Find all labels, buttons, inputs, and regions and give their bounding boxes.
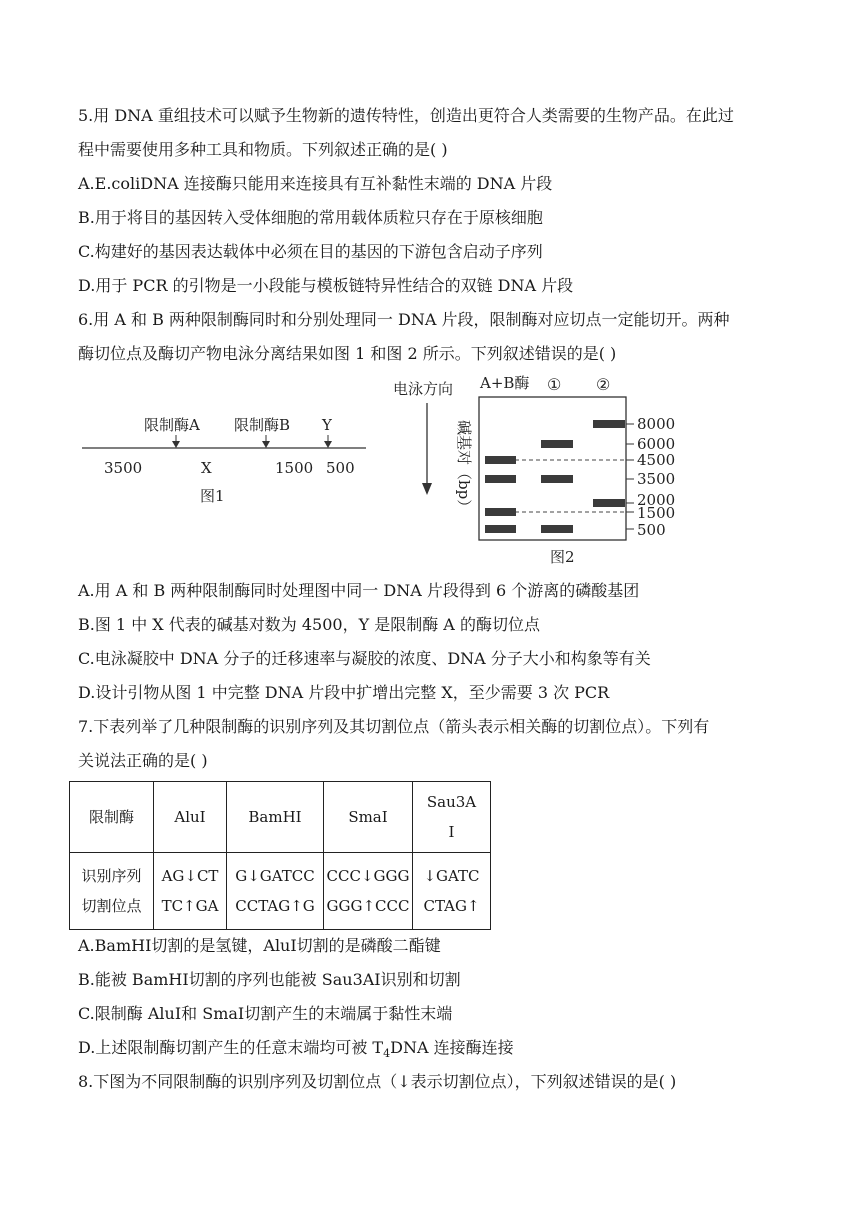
y-site-arrow <box>324 441 332 448</box>
table-row <box>70 853 491 930</box>
q5-stem-line1: 5.用 DNA 重组技术可以赋予生物新的遗传特性，创造出更符合人类需要的生物产品。在此过 <box>78 106 734 125</box>
marker-500: 500 <box>637 521 666 539</box>
enzyme-b-arrow <box>262 441 270 448</box>
segment-3500: 3500 <box>104 459 143 477</box>
sau3a-sequence: ↓GATC CTAG↑ <box>413 853 491 930</box>
marker-4500: 4500 <box>637 451 676 469</box>
header-alu: AluⅠ <box>154 782 227 853</box>
q7-option-b: B.能被 BamHⅠ切割的序列也能被 Sau3AⅠ识别和切割 <box>78 970 461 989</box>
q6-option-d: D.设计引物从图 1 中完整 DNA 片段中扩增出完整 X，至少需要 3 次 PCR <box>78 683 610 702</box>
q6-option-c: C.电泳凝胶中 DNA 分子的迁移速率与凝胶的浓度、DNA 分子大小和构象等有关 <box>78 649 651 668</box>
figure-1-restriction-map <box>70 405 370 515</box>
header-sau3a: Sau3A Ⅰ <box>413 782 491 853</box>
y-site-label: Y <box>322 416 332 434</box>
header-bamh: BamHⅠ <box>227 782 324 853</box>
q8-stem: 8.下图为不同限制酶的识别序列及切割位点（↓表示切割位点），下列叙述错误的是( ) <box>78 1072 677 1091</box>
q5-option-c: C.构建好的基因表达载体中必须在目的基因的下游包含启动子序列 <box>78 242 543 261</box>
header-sma: SmaⅠ <box>324 782 413 853</box>
q6-option-b: B.图 1 中 X 代表的碱基对数为 4500，Y 是限制酶 A 的酶切位点 <box>78 615 540 634</box>
figure-1-caption: 图1 <box>200 487 225 505</box>
q5-option-d: D.用于 PCR 的引物是一小段能与模板链特异性结合的双链 DNA 片段 <box>78 276 574 295</box>
lane-2-label: ② <box>596 375 611 394</box>
band-ab-1500 <box>485 508 516 516</box>
marker-6000: 6000 <box>637 435 676 453</box>
marker-8000: 8000 <box>637 415 676 433</box>
lane-1-label: ① <box>547 375 562 394</box>
band-ab-3500 <box>485 475 516 483</box>
q6-option-a: A.用 A 和 B 两种限制酶同时处理图中同一 DNA 片段得到 6 个游离的磷酸基团 <box>78 581 640 600</box>
migration-arrow-head <box>422 483 432 495</box>
alu-sequence: AG↓CT TC↑GA <box>154 853 227 930</box>
q6-stem-line2: 酶切位点及酶切产物电泳分离结果如图 1 和图 2 所示。下列叙述错误的是( ) <box>78 344 617 363</box>
q5-option-b: B.用于将目的基因转入受体细胞的常用载体质粒只存在于原核细胞 <box>78 208 543 227</box>
q5-option-a: A.E.coliDNA 连接酶只能用来连接具有互补黏性末端的 DNA 片段 <box>78 174 553 193</box>
enzyme-a-arrow <box>172 441 180 448</box>
q7-stem-line1: 7.下表列举了几种限制酶的识别序列及其切割位点（箭头表示相关酶的切割位点）。下列有 <box>78 717 710 736</box>
q7-option-a: A.BamHⅠ切割的是氢键，AluⅠ切割的是磷酸二酯键 <box>78 936 441 955</box>
gel-frame <box>479 397 626 540</box>
marker-3500: 3500 <box>637 470 676 488</box>
y-axis-label: 碱基对（bp） <box>455 420 473 515</box>
migration-direction-label: 电泳方向 <box>393 380 454 398</box>
sma-sequence: CCC↓GGG GGG↑CCC <box>324 853 413 930</box>
marker-2000: 2000 <box>637 491 676 509</box>
bamh-sequence: G↓GATCC CCTAG↑G <box>227 853 324 930</box>
band-1-500 <box>541 525 573 533</box>
q5-stem-line2: 程中需要使用多种工具和物质。下列叙述正确的是( ) <box>78 140 448 159</box>
header-enzyme: 限制酶 <box>70 782 154 853</box>
lane-ab-label: A+B酶 <box>480 374 530 392</box>
q7-option-d: D.上述限制酶切割产生的任意末端均可被 $T_4DNA$ 连接酶连接 <box>78 1038 514 1061</box>
band-ab-4500 <box>485 456 516 464</box>
band-2-2000 <box>593 499 625 507</box>
table-header-row <box>70 782 491 853</box>
band-1-3500 <box>541 475 573 483</box>
row-label: 识别序列 切割位点 <box>70 853 154 930</box>
band-1-6000 <box>541 440 573 448</box>
q7-option-c: C.限制酶 AluⅠ和 SmaⅠ切割产生的末端属于黏性末端 <box>78 1004 453 1023</box>
q6-stem-line1: 6.用 A 和 B 两种限制酶同时和分别处理同一 DNA 片段，限制酶对应切点一定能切开。两种 <box>78 310 730 329</box>
segment-x: X <box>201 459 212 477</box>
enzyme-b-label: 限制酶B <box>234 416 291 434</box>
q7-stem-line2: 关说法正确的是( ) <box>78 751 208 770</box>
enzyme-a-label: 限制酶A <box>144 416 200 434</box>
band-ab-500 <box>485 525 516 533</box>
segment-500: 500 <box>326 459 355 477</box>
figure-2-electrophoresis <box>385 370 705 570</box>
segment-1500: 1500 <box>275 459 314 477</box>
band-2-8000 <box>593 420 625 428</box>
restriction-enzyme-table <box>69 781 491 930</box>
figure-2-caption: 图2 <box>550 548 575 566</box>
marker-1500: 1500 <box>637 504 676 522</box>
